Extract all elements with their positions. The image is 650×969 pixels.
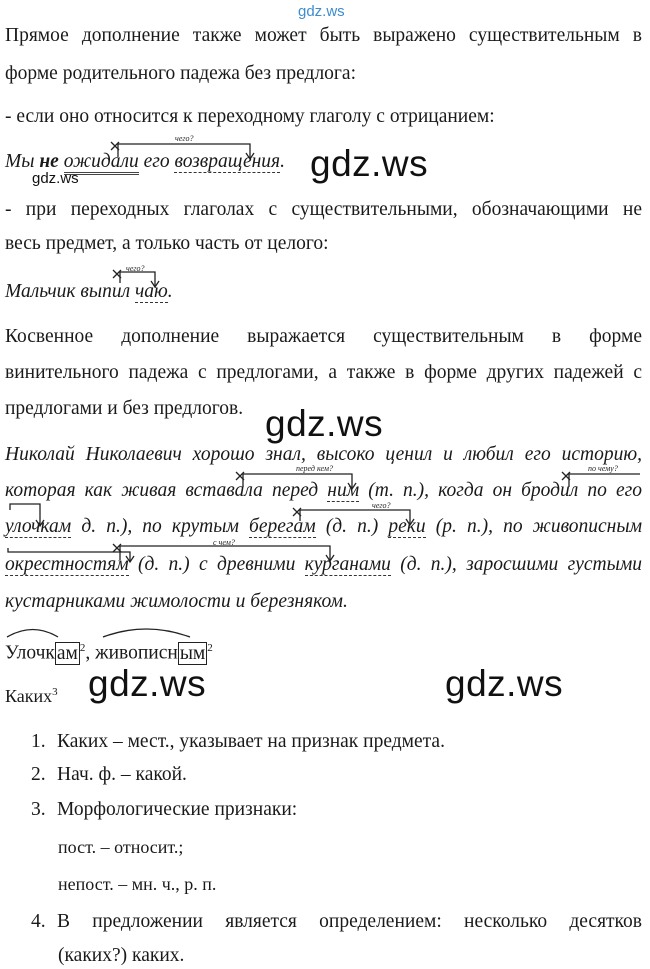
example-text: (р. п.), по живописным [435, 516, 643, 537]
word-root: Улочк [5, 642, 55, 664]
list-item-continuation: (каких?) каких. [58, 945, 185, 966]
list-number: 2. [31, 764, 46, 785]
object-underlined: чаю [134, 281, 168, 302]
morpheme-analysis [5, 636, 642, 666]
watermark: gdz.ws [88, 663, 207, 704]
question-label: чего? [175, 134, 194, 143]
question-label: чего? [372, 501, 391, 510]
object-underlined: реки [388, 516, 426, 537]
analysis-word-text: Каких [5, 686, 53, 706]
example-text: (т. п.), когда он бродил по его [368, 480, 643, 501]
object-underlined: возвращения [174, 151, 281, 172]
cross-marker [113, 270, 121, 278]
example-line [5, 479, 642, 503]
superscript: 2 [207, 642, 213, 654]
watermark: gdz.ws [265, 403, 384, 444]
word-ending: ым [179, 642, 206, 664]
list-text: Каких – мест., указывает на признак предмета. [57, 731, 445, 752]
paragraph-line: Прямое дополнение также может быть выражено существительным в [5, 25, 642, 46]
example-sentence-2 [5, 280, 642, 304]
list-number: 1. [31, 731, 46, 752]
punctuation: . [167, 281, 173, 302]
list-number: 4. [31, 911, 46, 932]
watermark: gdz.ws [445, 663, 564, 704]
watermark: gdz.ws [310, 143, 429, 184]
list-text: Нач. ф. – какой. [57, 764, 187, 785]
paragraph-line: весь предмет, а только часть от целого: [5, 233, 329, 254]
example-line [5, 553, 642, 577]
example-line [5, 515, 642, 539]
punctuation: , [85, 642, 91, 664]
superscript: 2 [79, 642, 86, 654]
watermark-small: gdz.ws [32, 170, 79, 187]
superscript: 3 [52, 686, 58, 698]
nonconstant-features: непост. – мн. ч., р. п. [58, 874, 217, 894]
example-text: (д. п.) с древними [138, 554, 296, 575]
cross-marker [111, 142, 119, 150]
word-root: живописн [95, 642, 178, 664]
example-line: Николай Николаевич хорошо знал, высоко ценил и любил его историю, [5, 444, 642, 465]
example-text: (д. п.), заросшими густыми [400, 554, 643, 575]
example-text: которая как живая вставала перед [5, 480, 319, 501]
list-item [31, 730, 642, 754]
example-word: Мы [5, 151, 35, 172]
constant-features: пост. – относит.; [58, 837, 184, 857]
object-underlined: берегам [249, 516, 316, 537]
example-text: д. п.), по крутым [81, 516, 239, 537]
list-item [31, 798, 642, 822]
object-underlined: окрестностям [5, 554, 129, 575]
question-label: с чем? [213, 538, 235, 547]
list-number: 3. [31, 799, 46, 820]
list-text: Морфологические признаки: [57, 799, 298, 820]
paragraph-line: - при переходных глаголах с существительными, обозначающими не [5, 199, 642, 220]
word-ending: ам [56, 642, 78, 664]
paragraph-line: винительного падежа с предлогами, а также в форме других падежей с [5, 362, 642, 383]
predicate-underlined: ожидали [64, 151, 139, 175]
question-label: чего? [126, 264, 145, 273]
question-label: перед кем? [296, 464, 333, 473]
example-line: кустарниками жимолости и березняком. [5, 591, 348, 612]
paragraph-line: предлогами и без предлогов. [5, 398, 244, 419]
object-underlined: ним [327, 480, 360, 501]
watermark-top: gdz.ws [298, 3, 345, 20]
object-underlined: курганами [304, 554, 391, 575]
object-underlined: улочкам [5, 516, 72, 537]
list-item [31, 910, 642, 934]
example-word: Мальчик выпил [5, 281, 131, 302]
example-text: (д. п.) [325, 516, 379, 537]
paragraph-line: - если оно относится к переходному глаголу с отрицанием: [5, 106, 495, 127]
punctuation: . [280, 151, 285, 172]
list-item [31, 763, 642, 787]
paragraph-line: форме родительного падежа без предлога: [5, 63, 356, 84]
question-label: по чему? [588, 464, 618, 473]
example-negation: не [39, 151, 59, 172]
paragraph-line: Косвенное дополнение выражается существительным в форме [5, 326, 642, 347]
cross-marker [113, 544, 121, 552]
example-word: его [143, 151, 170, 172]
list-text: В предложении является определением: несколько десятков [57, 911, 642, 932]
